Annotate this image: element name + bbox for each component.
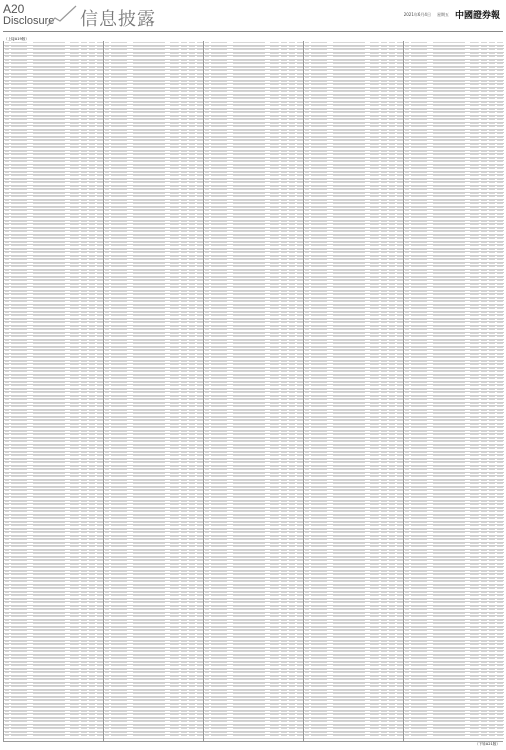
table-row xyxy=(104,734,204,739)
table-cell xyxy=(69,734,80,737)
trend-line-icon xyxy=(46,4,78,28)
table-row xyxy=(4,734,104,739)
table-cell xyxy=(280,734,288,737)
masthead xyxy=(404,8,500,21)
page-number: A20 xyxy=(3,2,25,16)
table-cell xyxy=(129,734,169,737)
table-cell xyxy=(80,734,88,737)
table-cell xyxy=(169,734,180,737)
disclosure-table xyxy=(3,41,503,741)
newspaper-logo: 中國證券報 xyxy=(454,11,500,21)
table-cell xyxy=(180,734,188,737)
issue-date: 2021年6月4日 xyxy=(403,11,431,17)
table-cell xyxy=(229,734,269,737)
table-column-block xyxy=(203,41,304,741)
table-cell xyxy=(9,734,29,737)
table-cell xyxy=(188,734,196,737)
table-column-block xyxy=(303,41,404,741)
issue-weekday: 星期五 xyxy=(436,11,449,17)
table-cell xyxy=(109,734,129,737)
table-column-block xyxy=(103,41,204,741)
table-cell xyxy=(88,734,96,737)
page-header xyxy=(0,0,506,34)
section-title: 信息披露 xyxy=(80,9,156,30)
header-rule xyxy=(3,31,503,32)
section-english: Disclosure xyxy=(3,15,55,27)
table-row xyxy=(204,734,304,739)
table-cell xyxy=(269,734,280,737)
continuation-from: （上接A19版） xyxy=(4,37,29,41)
table-cell xyxy=(29,734,69,737)
table-cell xyxy=(209,734,229,737)
table-column-block xyxy=(3,41,104,741)
table-cell xyxy=(288,734,296,737)
